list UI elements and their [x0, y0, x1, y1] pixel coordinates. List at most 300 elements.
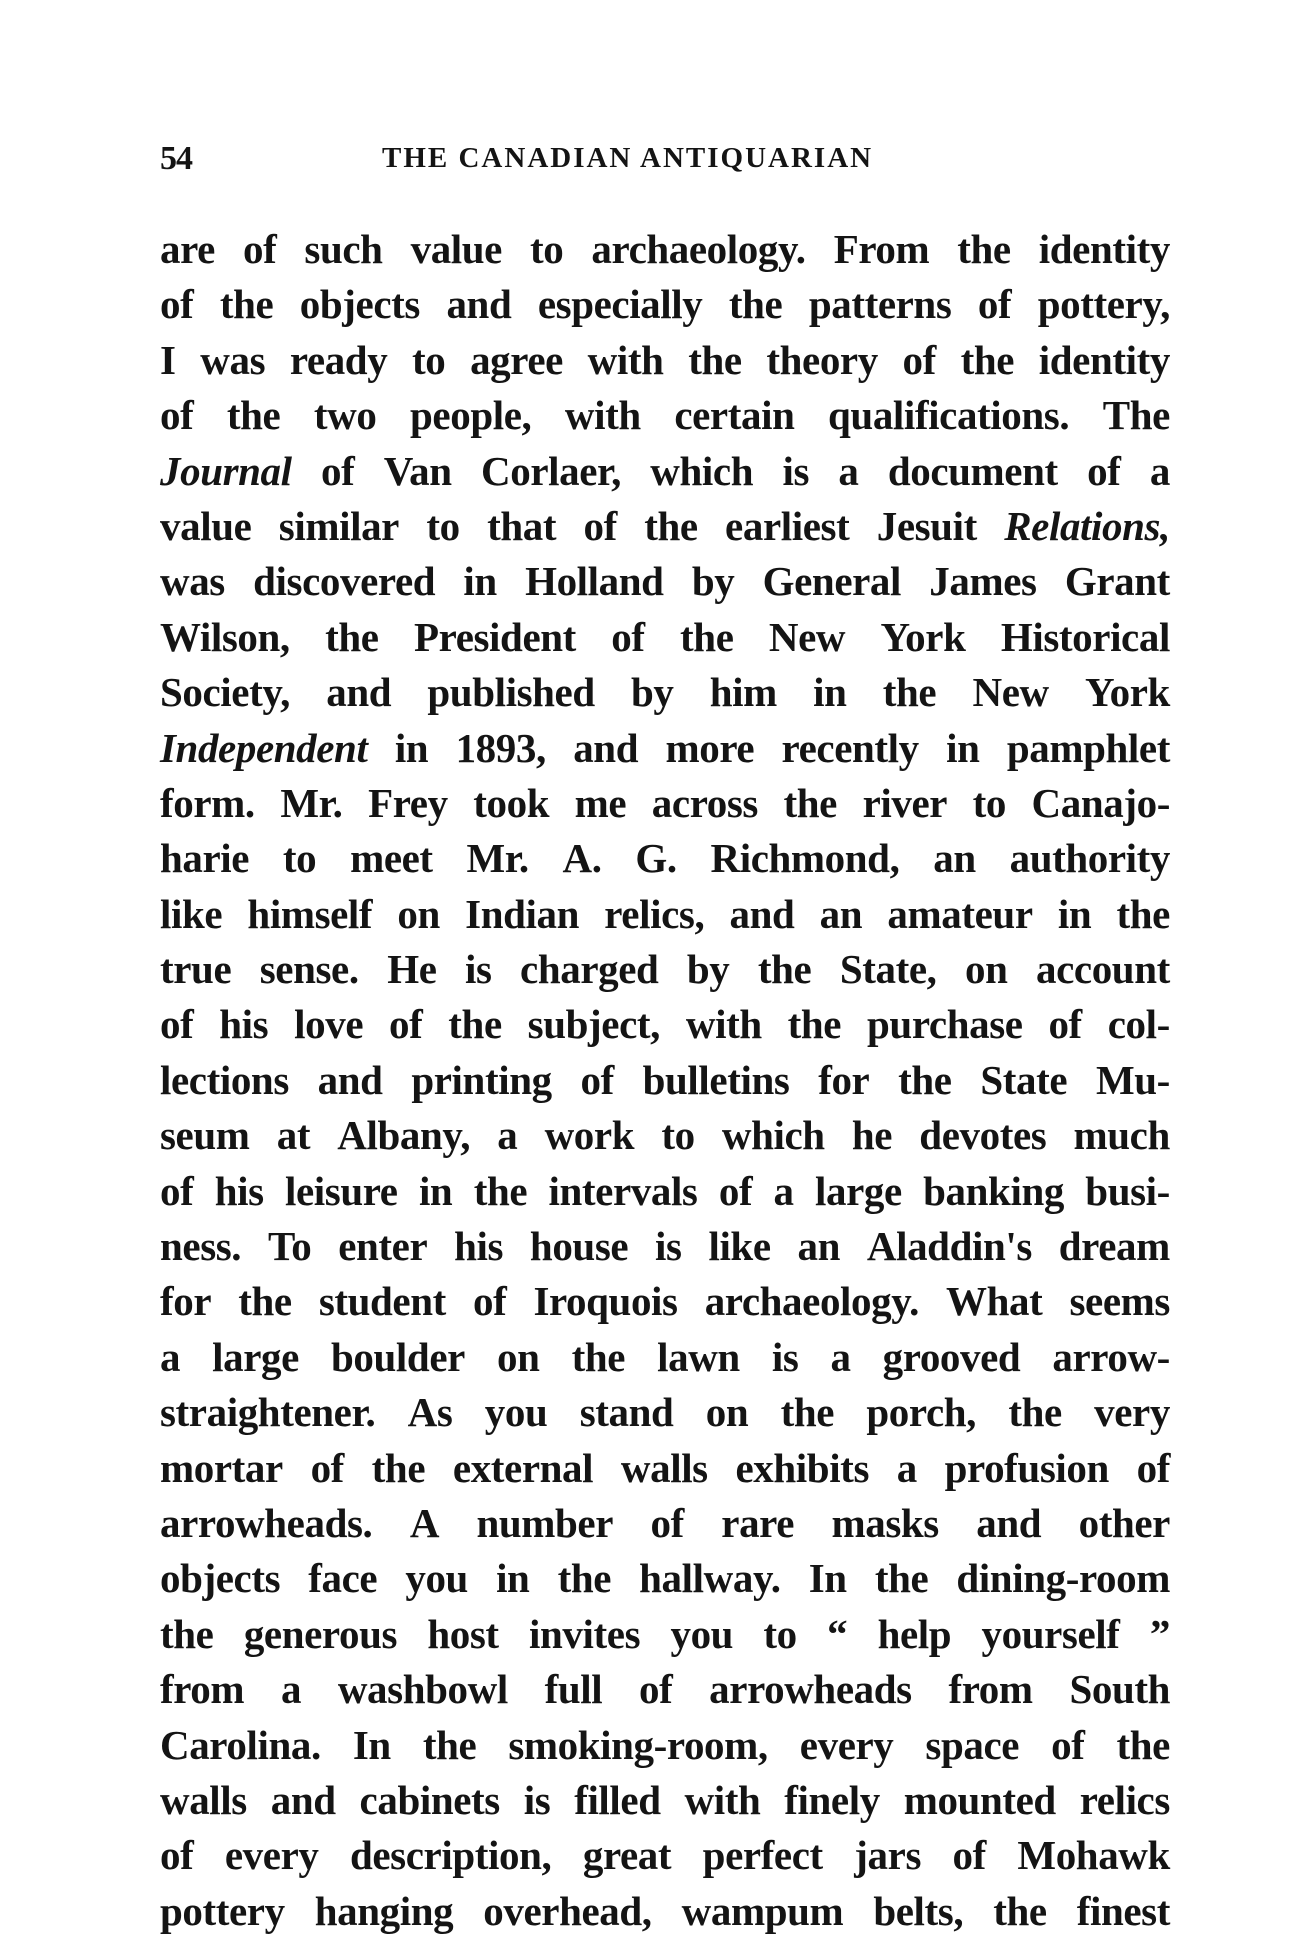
word: dream [1058, 1223, 1170, 1270]
word: Holland [525, 558, 664, 605]
text-line [160, 942, 1170, 997]
word: value [410, 226, 502, 272]
word: like [708, 1223, 771, 1270]
word: washbowl [337, 1666, 508, 1713]
word: the [1008, 1389, 1062, 1436]
word: to [412, 336, 446, 383]
word: account [1036, 946, 1170, 993]
word: recently [781, 724, 919, 771]
word: the [325, 613, 379, 660]
word: a [497, 1112, 518, 1159]
word: which [650, 447, 754, 494]
word: a [830, 1333, 851, 1380]
text-line [160, 388, 1170, 443]
word: host [427, 1610, 499, 1657]
text-line [160, 1164, 1170, 1219]
word: harie [160, 835, 250, 882]
text-line [160, 776, 1170, 831]
word: with [587, 336, 664, 383]
word: exhibits [735, 1444, 869, 1491]
word: busi- [1085, 1167, 1170, 1214]
word: is [464, 946, 492, 993]
word: pamphlet [1006, 724, 1170, 771]
word: lections [160, 1056, 289, 1103]
word: from [160, 1666, 245, 1713]
word: his [219, 1001, 269, 1048]
word: face [308, 1555, 378, 1602]
word: cabinets [359, 1776, 500, 1823]
text-line [160, 610, 1170, 665]
word: similar [278, 502, 399, 549]
word: by [686, 946, 730, 993]
word: of [650, 1499, 684, 1546]
word: Van [383, 447, 452, 494]
word: finest [1076, 1887, 1170, 1934]
word: South [1069, 1666, 1170, 1713]
word: mounted [903, 1776, 1056, 1823]
text-line [160, 665, 1170, 720]
word: profusion [944, 1444, 1109, 1491]
word: people, [410, 392, 532, 439]
word: the [238, 1278, 292, 1325]
word: the [783, 779, 837, 826]
word: in [394, 724, 429, 771]
word: of [1136, 1444, 1170, 1491]
word: the [960, 336, 1015, 383]
word: purchase [867, 1001, 1023, 1048]
word: authority [1009, 835, 1170, 882]
word: in [813, 669, 847, 716]
word: Mu- [1095, 1056, 1170, 1103]
text-line [160, 997, 1170, 1052]
word: identity [1038, 336, 1170, 383]
word: help [877, 1610, 952, 1657]
word: river [862, 779, 948, 826]
word: on [705, 1389, 749, 1436]
text-line [160, 444, 1170, 499]
word: in [463, 558, 497, 605]
word: earliest [725, 502, 850, 549]
word: James [929, 558, 1037, 605]
word: the [957, 226, 1011, 272]
word: other [1078, 1499, 1170, 1546]
word: the [448, 1001, 502, 1048]
word: the [571, 1333, 626, 1380]
word: discovered [253, 558, 436, 605]
word: the [780, 1389, 835, 1436]
word: you [670, 1610, 734, 1657]
word: Journal [160, 447, 292, 494]
text-line [160, 1607, 1170, 1662]
word: charged [520, 946, 659, 993]
word: of [718, 1167, 753, 1214]
word: A [409, 1499, 440, 1546]
word: on [965, 946, 1008, 993]
word: a [280, 1666, 302, 1713]
text-line [160, 1330, 1170, 1385]
word: the [1116, 1721, 1170, 1768]
word: He [387, 946, 437, 993]
word: the [728, 281, 783, 328]
word: Historical [1000, 613, 1170, 660]
word: certain [674, 392, 795, 439]
word: Corlaer, [481, 447, 621, 494]
word: What [946, 1278, 1043, 1325]
text-line [160, 333, 1170, 388]
word: arrowheads. [160, 1499, 373, 1546]
word: like [160, 890, 223, 937]
text-line [160, 1053, 1170, 1108]
word: he [851, 1112, 893, 1159]
word: the [874, 1555, 929, 1602]
word: of [1048, 1001, 1082, 1048]
word: Aladdin's [866, 1223, 1032, 1270]
word: A. [562, 835, 602, 882]
word: was [160, 558, 225, 605]
word: relics [1079, 1776, 1170, 1823]
word: leisure [285, 1167, 398, 1214]
word: the [1116, 890, 1170, 937]
word: with [684, 1776, 761, 1823]
word: boulder [331, 1333, 465, 1380]
word: to [661, 1112, 695, 1159]
word: New [972, 669, 1049, 716]
word: the [882, 669, 937, 716]
text-line [160, 1108, 1170, 1163]
word: of [321, 447, 355, 494]
word: lawn [657, 1333, 740, 1380]
word: to [763, 1610, 797, 1657]
word: agree [470, 336, 563, 383]
word: an [933, 835, 976, 882]
text-line [160, 721, 1170, 776]
word: published [427, 669, 595, 716]
word: is [523, 1776, 551, 1823]
word: archaeology. [704, 1278, 919, 1325]
text-line [160, 1496, 1170, 1551]
word: in [496, 1555, 530, 1602]
text-line [160, 1828, 1170, 1883]
word: and [573, 724, 639, 771]
word: student [318, 1278, 446, 1325]
word: pottery [160, 1887, 285, 1934]
word: York [880, 613, 966, 660]
word: col- [1107, 1001, 1170, 1048]
word: of [160, 392, 194, 439]
word: I [160, 336, 176, 383]
word: document [887, 447, 1058, 494]
word: filled [574, 1776, 661, 1823]
word: and [317, 1056, 383, 1103]
word: Iroquois [533, 1278, 678, 1325]
word: are [160, 226, 215, 272]
running-head [160, 140, 1170, 190]
word: form. [160, 779, 255, 826]
word: of [160, 281, 194, 328]
word: As [407, 1389, 453, 1436]
word: the [680, 613, 734, 660]
word: of [160, 1832, 194, 1879]
word: the [422, 1721, 477, 1768]
word: The [1102, 392, 1170, 439]
text-line [160, 222, 1170, 277]
word: of [583, 502, 617, 549]
word: a [896, 1444, 917, 1491]
word: Jesuit [876, 502, 977, 549]
word: every [799, 1721, 894, 1768]
word: seum [160, 1112, 250, 1159]
word: Mohawk [1017, 1832, 1170, 1879]
word: Relations, [1004, 502, 1170, 549]
word: his [214, 1167, 264, 1214]
word: To [268, 1223, 312, 1270]
word: rare [721, 1499, 795, 1546]
body-text [160, 222, 1170, 1939]
word: to [530, 226, 564, 272]
word: relics, [604, 890, 705, 937]
word: of [639, 1666, 673, 1713]
word: to [426, 502, 460, 549]
word: description, [349, 1832, 552, 1879]
word: objects [299, 281, 420, 328]
word: Canajo- [1031, 779, 1170, 826]
word: devotes [919, 1112, 1047, 1159]
word: Indian [465, 890, 580, 937]
word: ready [289, 336, 388, 383]
word: of [952, 1832, 986, 1879]
word: a [773, 1167, 794, 1214]
word: President [414, 613, 576, 660]
journal-title: THE CANADIAN ANTIQUARIAN [382, 142, 874, 174]
word: the [226, 392, 281, 439]
word: In [352, 1721, 391, 1768]
word: Mr. [466, 835, 529, 882]
word: an [797, 1223, 841, 1270]
word: more [665, 724, 755, 771]
text-line [160, 1219, 1170, 1274]
word: of [1051, 1721, 1085, 1768]
word: the [473, 1167, 528, 1214]
word: with [685, 1001, 762, 1048]
word: space [925, 1721, 1020, 1768]
word: large [815, 1167, 902, 1214]
word: true [160, 946, 232, 993]
word: Mr. [280, 779, 343, 826]
word: to [282, 835, 317, 882]
word: number [476, 1499, 614, 1546]
word: ” [1149, 1610, 1170, 1657]
word: and [729, 890, 795, 937]
word: a [160, 1333, 181, 1380]
word: the [160, 1610, 214, 1657]
text-line [160, 554, 1170, 609]
word: New [768, 613, 846, 660]
word: the [644, 502, 698, 549]
word: mortar [160, 1444, 283, 1491]
word: subject, [527, 1001, 660, 1048]
word: bulletins [642, 1056, 790, 1103]
word: porch, [866, 1389, 976, 1436]
word: a [838, 447, 859, 494]
text-line [160, 1274, 1170, 1329]
word: of [580, 1056, 614, 1103]
word: every [224, 1832, 319, 1879]
word: much [1073, 1112, 1170, 1159]
word: on [497, 1333, 540, 1380]
word: invites [529, 1610, 641, 1657]
word: “ [827, 1610, 848, 1657]
word: theory [766, 336, 878, 383]
word: grooved [882, 1333, 1021, 1380]
word: in [418, 1167, 453, 1214]
word: ness. [160, 1223, 242, 1270]
word: was [200, 336, 266, 383]
word: large [212, 1333, 299, 1380]
page-number: 54 [160, 140, 192, 177]
word: Frey [368, 779, 448, 826]
word: belts, [873, 1887, 964, 1934]
word: State, [839, 946, 937, 993]
word: hanging [314, 1887, 454, 1934]
word: dining-room [956, 1555, 1170, 1602]
word: by [631, 669, 674, 716]
word: to [972, 779, 1006, 826]
word: meet [350, 835, 433, 882]
word: stand [579, 1389, 674, 1436]
word: full [544, 1666, 603, 1713]
word: Grant [1064, 558, 1170, 605]
text-line [160, 1551, 1170, 1606]
word: from [948, 1666, 1033, 1713]
word: took [473, 779, 550, 826]
word: a [1149, 447, 1170, 494]
word: intervals [548, 1167, 698, 1214]
text-line [160, 831, 1170, 886]
word: the [757, 946, 812, 993]
word: overhead, [483, 1887, 652, 1934]
word: the [219, 281, 274, 328]
word: for [160, 1278, 212, 1325]
word: of [902, 336, 936, 383]
word: on [397, 890, 440, 937]
text-line [160, 1718, 1170, 1773]
word: perfect [702, 1832, 823, 1879]
text-line [160, 1385, 1170, 1440]
word: smoking-room, [508, 1721, 768, 1768]
word: of [977, 281, 1012, 328]
word: great [582, 1832, 672, 1879]
word: York [1084, 669, 1170, 716]
word: an [819, 890, 863, 937]
word: me [574, 779, 627, 826]
word: especially [537, 281, 703, 328]
word: is [655, 1223, 682, 1270]
word: at [276, 1112, 311, 1159]
word: across [651, 779, 758, 826]
word: of [389, 1001, 423, 1048]
word: for [818, 1056, 870, 1103]
word: of [1087, 447, 1121, 494]
word: sense. [259, 946, 359, 993]
word: banking [923, 1167, 1064, 1214]
word: the [787, 1001, 842, 1048]
word: seems [1069, 1278, 1170, 1325]
word: jars [854, 1832, 922, 1879]
word: in [946, 724, 980, 771]
word: Richmond, [710, 835, 900, 882]
word: walls [620, 1444, 708, 1491]
word: his [454, 1223, 504, 1270]
text-line [160, 1662, 1170, 1717]
word: is [771, 1333, 799, 1380]
word: State [980, 1056, 1068, 1103]
word: Carolina. [160, 1721, 321, 1768]
text-line [160, 1441, 1170, 1496]
word: masks [831, 1499, 939, 1546]
word: the [993, 1887, 1047, 1934]
text-line [160, 887, 1170, 942]
word: identity [1038, 226, 1170, 272]
word: the [557, 1555, 612, 1602]
word: of [472, 1278, 507, 1325]
word: himself [247, 890, 373, 937]
word: of [243, 226, 277, 272]
word: and [270, 1776, 336, 1823]
word: wampum [681, 1887, 844, 1934]
word: with [564, 392, 641, 439]
text-line [160, 1773, 1170, 1828]
word: that [487, 502, 557, 549]
word: qualifications. [828, 392, 1070, 439]
word: General [762, 558, 902, 605]
word: which [721, 1112, 825, 1159]
word: straightener. [160, 1389, 376, 1436]
word: the [371, 1444, 426, 1491]
word: and [326, 669, 392, 716]
word: the [688, 336, 742, 383]
word: such [304, 226, 383, 272]
word: walls [160, 1776, 247, 1823]
word: him [709, 669, 777, 716]
word: arrowheads [709, 1666, 912, 1713]
word: and [976, 1499, 1042, 1546]
word: enter [338, 1223, 428, 1270]
word: patterns [808, 281, 952, 328]
word: very [1094, 1389, 1170, 1436]
word: 1893, [455, 724, 546, 771]
word: finely [784, 1776, 880, 1823]
word: Independent [160, 724, 368, 771]
word: two [313, 392, 377, 439]
text-line [160, 277, 1170, 332]
word: pottery, [1037, 281, 1170, 328]
word: love [294, 1001, 364, 1048]
word: In [808, 1555, 847, 1602]
word: of [160, 1001, 194, 1048]
text-line [160, 499, 1170, 554]
word: archaeology. [591, 226, 806, 272]
word: value [160, 502, 252, 549]
word: of [160, 1167, 194, 1214]
word: Wilson, [160, 613, 290, 660]
word: house [529, 1223, 629, 1270]
word: Albany, [337, 1112, 471, 1159]
word: arrow- [1052, 1333, 1170, 1380]
word: is [782, 447, 810, 494]
word: and [446, 281, 512, 328]
word: printing [411, 1056, 552, 1103]
word: the [898, 1056, 952, 1103]
